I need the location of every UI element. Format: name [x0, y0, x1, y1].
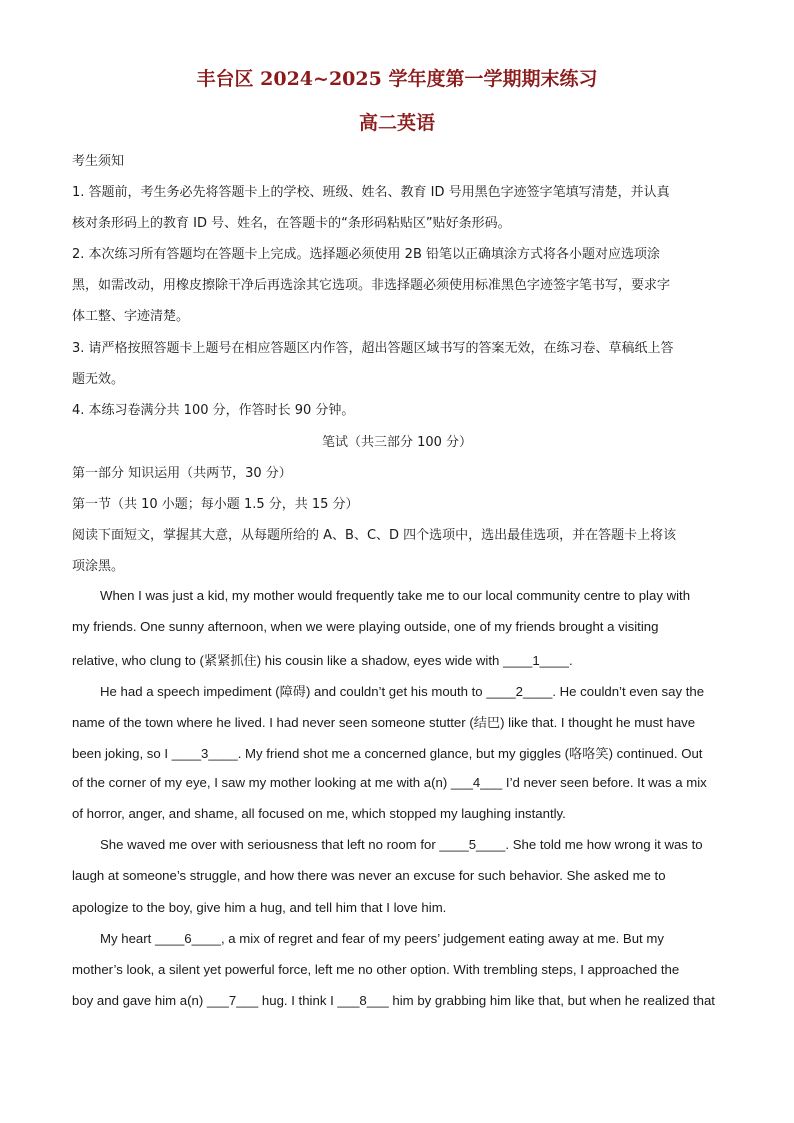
- passage-line: [100, 931, 722, 946]
- passage-line: [72, 712, 722, 731]
- passage-line: [72, 743, 722, 762]
- passage-text: . He couldn’t even say the: [552, 684, 705, 699]
- passage-text: my friends. One sunny afternoon, when we were playing outside, one of my friends brought a visiting: [72, 619, 659, 634]
- passage-text: relative, who clung to (紧紧抓住) his cousin like a shadow, eyes wide with: [72, 653, 503, 668]
- notice-line: 题无效。: [72, 372, 125, 387]
- passage-text: laugh at someone’s struggle, and how there was never an excuse for such behavior. She asked me to: [72, 868, 666, 883]
- notice-line: 1. 答题前，考生务必先将答题卡上的学校、班级、姓名、教育 ID 号用黑色字迹签字笔填写清楚，并认真: [72, 185, 670, 200]
- passage-line: [72, 962, 722, 977]
- passage-text: I’d never seen before. It was a mix: [502, 775, 707, 790]
- passage-line: [72, 993, 722, 1008]
- notice-line: 4. 本练习卷满分共 100 分，作答时长 90 分钟。: [72, 403, 355, 418]
- blank-8: ___8___: [337, 993, 389, 1008]
- passage-text: boy and gave him a(n): [72, 993, 207, 1008]
- passage-line: [72, 900, 722, 915]
- passage-text: .: [569, 653, 573, 668]
- blank-3: ____3____: [171, 746, 238, 761]
- passage-text: apologize to the boy, give him a hug, and tell him that I love him.: [72, 900, 447, 915]
- exam-heading: 笔试（共三部分 100 分）: [321, 435, 473, 450]
- passage-text: been joking, so I: [72, 746, 172, 761]
- passage-line: [100, 837, 722, 852]
- page-subtitle: 高二英语: [358, 112, 435, 134]
- notice-line: 黑，如需改动，用橡皮擦除干净后再选涂其它选项。非选择题必须使用标准黑色字迹签字笔书写，要求字: [72, 278, 671, 293]
- passage-text: , a mix of regret and fear of my peers’ judgement eating away at me. But my: [220, 931, 664, 946]
- passage-text: of the corner of my eye, I saw my mother looking at me with a(n): [72, 775, 451, 790]
- passage-text: . She told me how wrong it was to: [505, 837, 703, 852]
- notice-line: 3. 请严格按照答题卡上题号在相应答题区内作答，超出答题区域书写的答案无效，在练习卷、草稿纸上答: [72, 341, 674, 356]
- passage-line: [72, 868, 722, 883]
- notice-line: 2. 本次练习所有答题均在答题卡上完成。选择题必须使用 2B 铅笔以正确填涂方式将各小题对应选项涂: [72, 247, 660, 262]
- blank-6: ____6____: [154, 931, 221, 946]
- passage-line: [100, 681, 722, 700]
- passage-line: [72, 775, 722, 790]
- passage-text: mother’s look, a silent yet powerful force, left me no other option. With trembling steps, I approached the: [72, 962, 680, 977]
- passage-text: When I was just a kid, my mother would frequently take me to our local community centre to play with: [100, 588, 691, 603]
- passage-line: [72, 806, 722, 821]
- part-heading: 第一部分 知识运用（共两节，30 分）: [72, 466, 292, 481]
- passage-text: him by grabbing him like that, but when he realized that: [388, 993, 715, 1008]
- passage-line: [100, 588, 722, 603]
- blank-2: ____2____: [486, 684, 553, 699]
- page-title: 丰台区 2024~2025 学年度第一学期期末练习: [196, 68, 598, 90]
- notice-line: 核对条形码上的教育 ID 号、姓名，在答题卡的“条形码粘贴区”贴好条形码。: [72, 216, 511, 231]
- passage-text: He had a speech impediment (障碍) and couldn’t get his mouth to: [100, 684, 487, 699]
- instruction-line: 阅读下面短文，掌握其大意，从每题所给的 A、B、C、D 四个选项中，选出最佳选项，并在答题卡上将该: [72, 528, 677, 543]
- passage-text: She waved me over with seriousness that left no room for: [100, 837, 440, 852]
- passage-line: [72, 650, 722, 669]
- blank-7: ___7___: [206, 993, 259, 1008]
- notice-heading: 考生须知: [72, 154, 125, 169]
- passage-text: hug. I think I: [258, 993, 338, 1008]
- instruction-line: 项涂黑。: [72, 559, 125, 574]
- blank-1: ____1____: [502, 653, 569, 668]
- notice-line: 体工整、字迹清楚。: [72, 309, 190, 324]
- passage-text: of horror, anger, and shame, all focused on me, which stopped my laughing instantly.: [72, 806, 566, 821]
- blank-5: ____5____: [439, 837, 506, 852]
- passage-text: My heart: [100, 931, 155, 946]
- passage-line: [72, 619, 722, 634]
- blank-4: ___4___: [450, 775, 503, 790]
- passage-text: . My friend shot me a concerned glance, but my giggles (咯咯笑) continued. Out: [237, 746, 703, 761]
- passage-text: name of the town where he lived. I had never seen someone stutter (结巴) like that. I thought he must have: [72, 715, 696, 730]
- section-heading: 第一节（共 10 小题；每小题 1.5 分，共 15 分）: [72, 497, 359, 512]
